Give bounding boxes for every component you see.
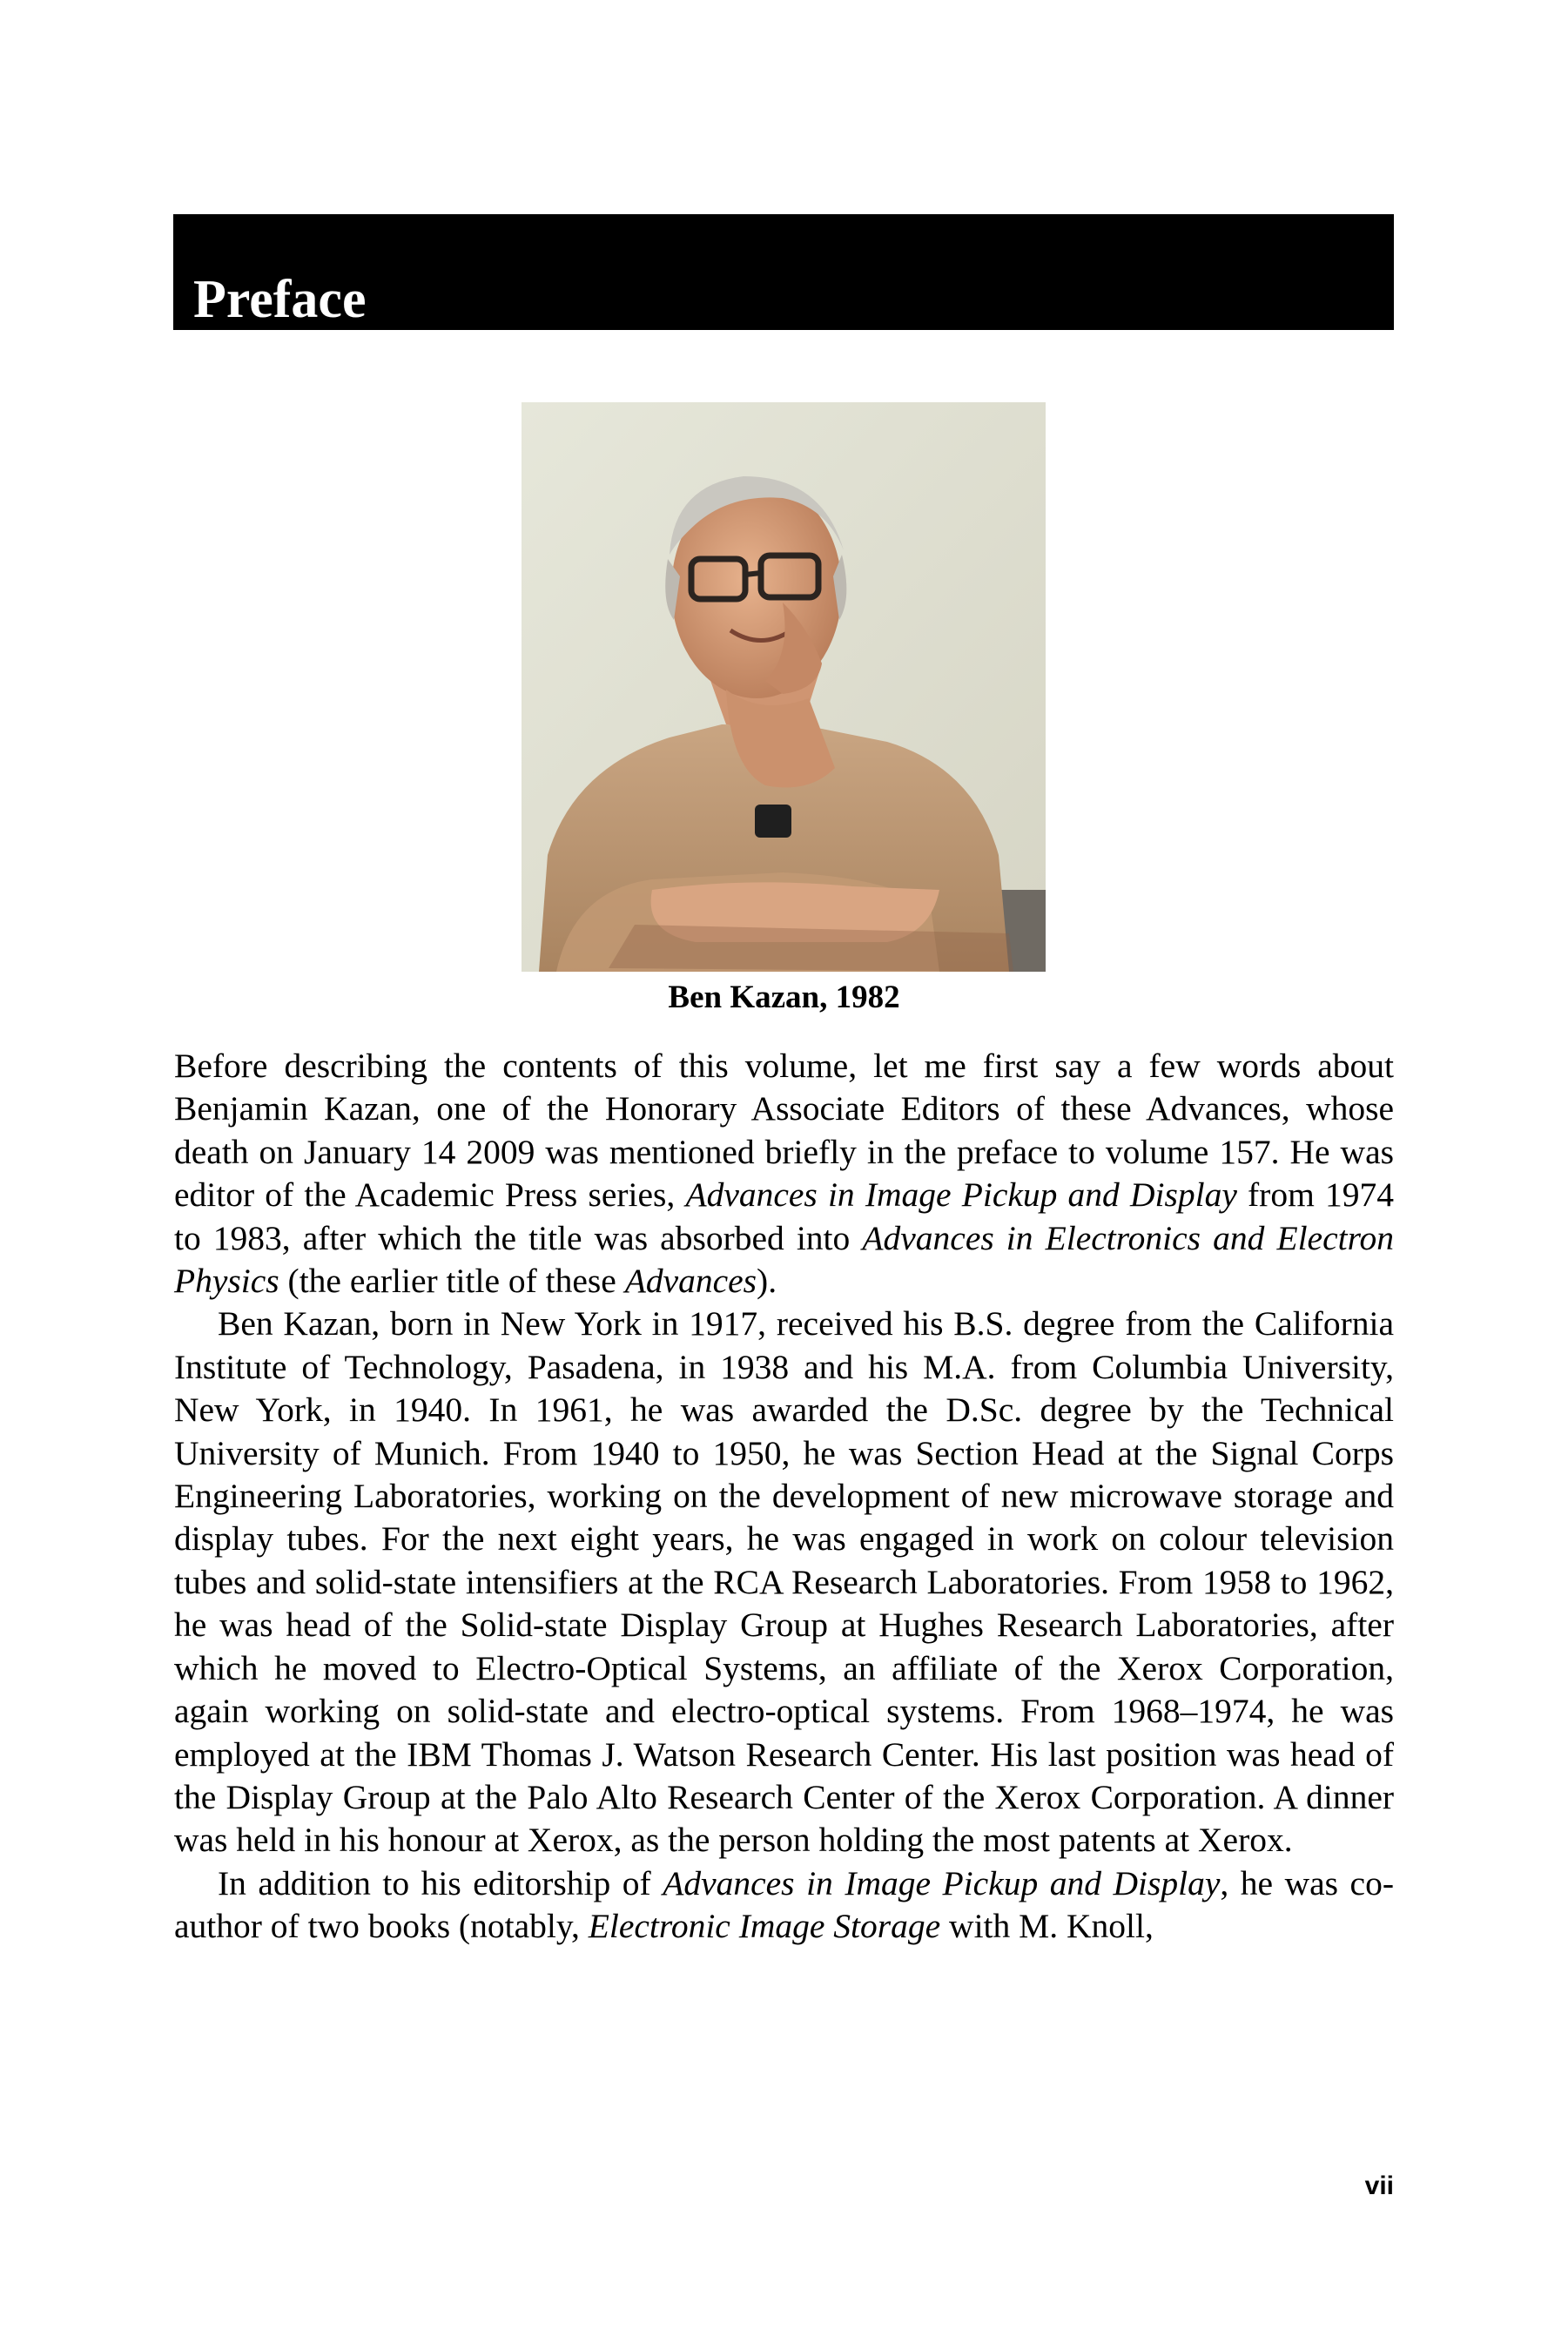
chapter-title: Preface — [193, 270, 367, 329]
italic-title-text: Electronic Image Storage — [588, 1907, 941, 1946]
chapter-title-bar — [173, 214, 1394, 330]
paragraph-2 — [174, 1303, 1394, 1862]
page-number: vii — [1364, 2172, 1394, 2200]
paragraph-text: , he was co-author of two books (notably, — [174, 1863, 1394, 1946]
paragraph-text: ). — [757, 1262, 777, 1301]
paragraph-3 — [174, 1862, 1394, 1949]
paragraph-text: Ben Kazan, born in New York in 1917, received his B.S. degree from the California Institute of Technology, Pasadena, in 1938 and his M.A. from Columbia University, New York, in 1940. In 1961, he was awarded the D.Sc. degree by the Technical University of Munich. From 1940 to 1950, he was Section Head at the Signal Corps Engineering Laboratories, working on the development of new microwave storage and display tubes. For the next eight years, he was engaged in work on colour television tubes and solid-state intensifiers at the RCA Research Laboratories. From 1958 to 1962, he was head of the Solid-state Display Group at Hughes Research Laboratories, after which he moved to Electro-Optical Systems, an affiliate of the Xerox Corporation, again working on solid-state and electro-optical systems. From 1968–1974, he was employed at the IBM Thomas J. Watson Research Center. His last position was head of the Display Group at the Palo Alto Research Center of the Xerox Corporation. A dinner was held in his honour at Xerox, as the person holding the most patents at Xerox. — [174, 1304, 1394, 1860]
paragraph-text: with M. Knoll, — [940, 1907, 1154, 1946]
italic-title-text: Advances — [624, 1262, 757, 1301]
paragraph-text: Before describing the contents of this volume, let me first say a few words about Benjamin Kazan, one of the Honorary Associate Editors of these Advances, whose death on January 14 2009 was mentioned briefly in the preface to volume 157. He was editor of the Academic Press series, — [174, 1047, 1394, 1215]
italic-title-text: Advances in Electronics and Electron Physics — [174, 1218, 1394, 1301]
italic-title-text: Advances in Image Pickup and Display — [685, 1175, 1237, 1215]
paragraph-text: from 1974 to 1983, after which the title was absorbed into — [174, 1175, 1394, 1257]
paragraph-1 — [174, 1045, 1394, 1303]
italic-title-text: Advances in Image Pickup and Display — [663, 1863, 1221, 1902]
body-text — [174, 1045, 1394, 1949]
paragraph-text: In addition to his editorship of — [218, 1863, 663, 1902]
paragraph-text: (the earlier title of these — [279, 1262, 625, 1301]
photo-caption: Ben Kazan, 1982 — [668, 980, 900, 1015]
portrait-photo — [522, 402, 1046, 972]
